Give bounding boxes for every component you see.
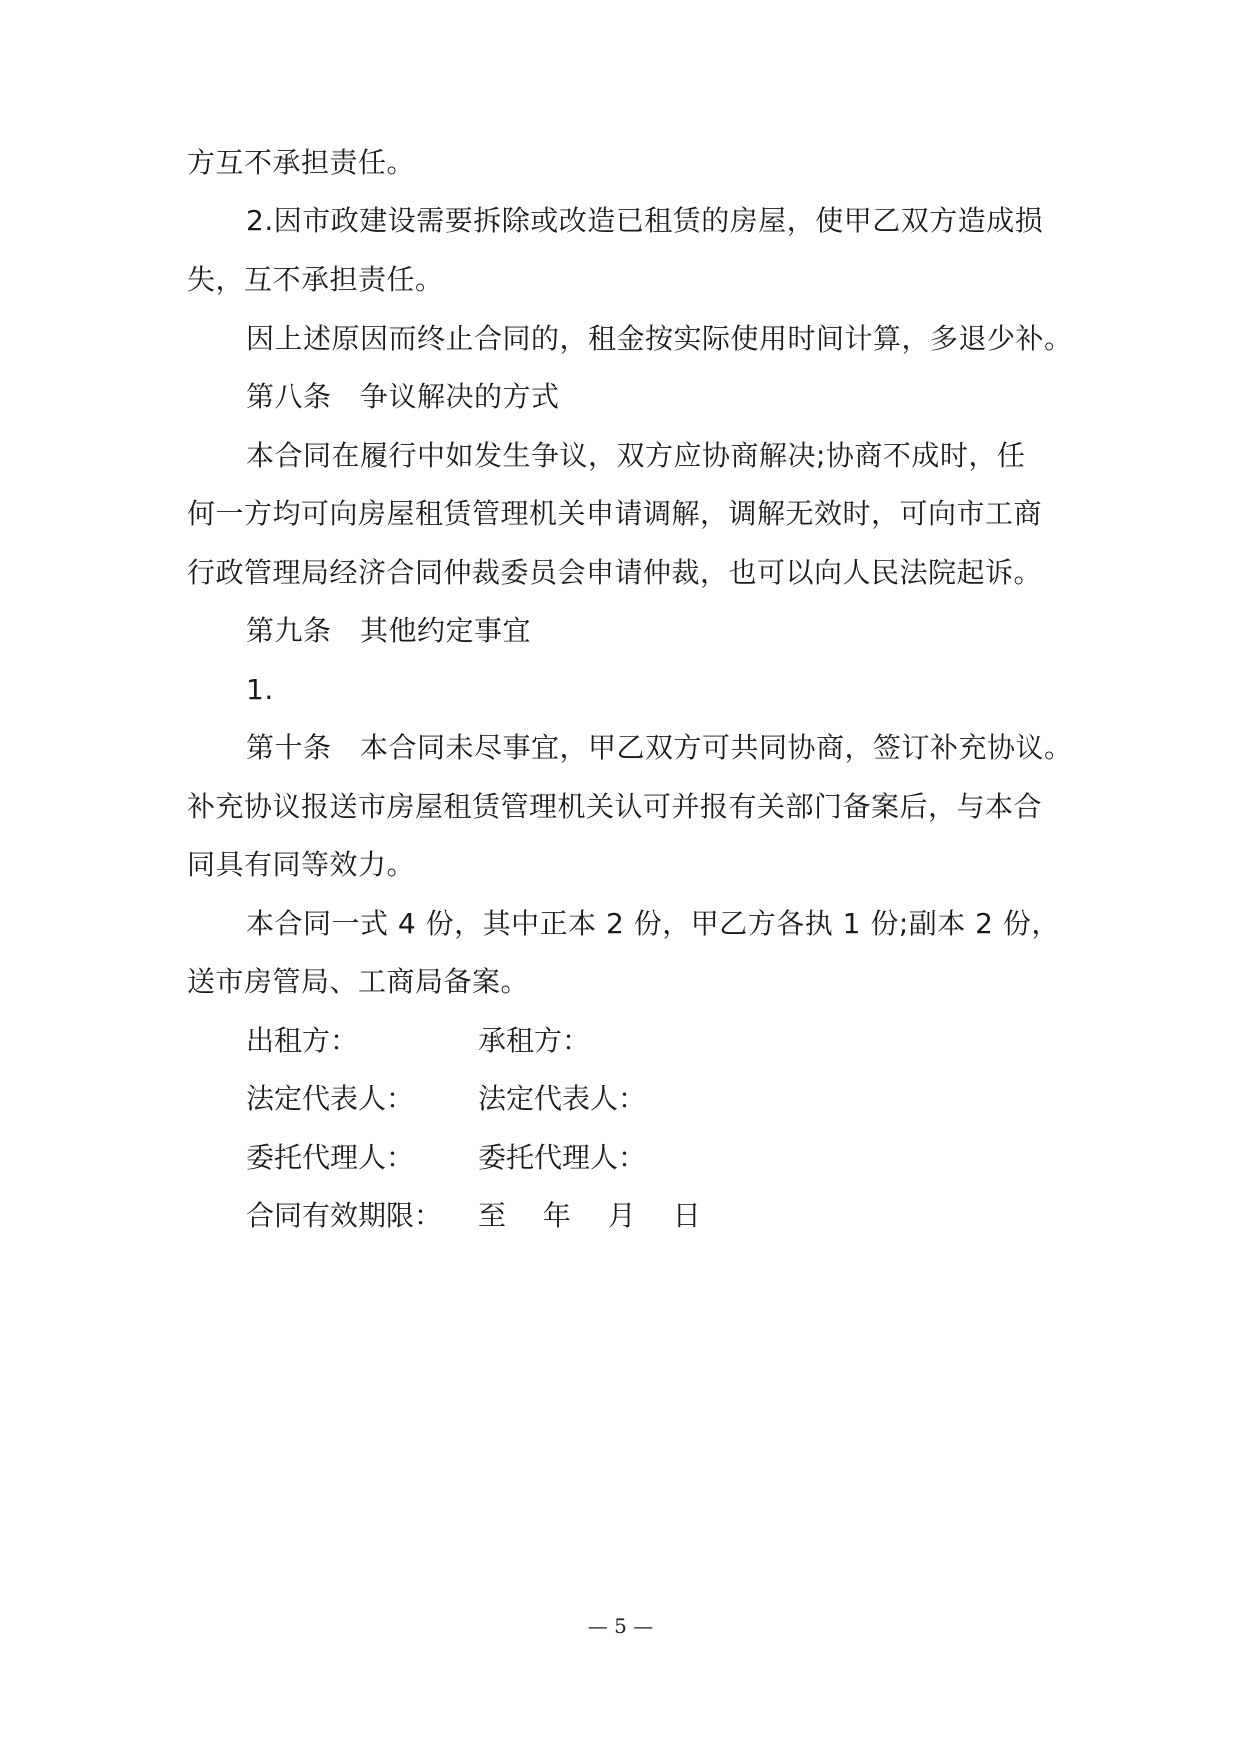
paragraph-line: 行政管理局经济合同仲裁委员会申请仲裁，也可以向人民法院起诉。 [187,556,1043,589]
paragraph-line: 本合同一式 4 份，其中正本 2 份，甲乙方各执 1 份;副本 2 份， [246,907,1060,940]
paragraph-line: 2.因市政建设需要拆除或改造已租赁的房屋，使甲乙双方造成损 [246,204,1044,237]
legal-representative-label: 法定代表人： [478,1082,647,1115]
paragraph-line: 方互不承担责任。 [187,146,416,179]
agent-label: 委托代理人： [478,1141,647,1174]
paragraph-line: 失，互不承担责任。 [187,263,444,296]
contract-term-value: 至 年 月 日 [478,1199,701,1232]
legal-representative-label: 法定代表人： [246,1082,415,1115]
paragraph-line: 因上述原因而终止合同的，租金按实际使用时间计算，多退少补。 [246,322,1073,355]
article-heading: 第八条 争议解决的方式 [246,380,560,413]
agent-label: 委托代理人： [246,1141,415,1174]
lessor-label: 出租方： [246,1024,359,1057]
paragraph-line: 同具有同等效力。 [187,848,416,881]
contract-term-label: 合同有效期限： [246,1199,443,1232]
page-number: — 5 — [587,1614,654,1638]
paragraph-line: 送市房管局、工商局备案。 [187,965,530,998]
paragraph-line: 补充协议报送市房屋租赁管理机关认可并报有关部门备案后，与本合 [187,790,1043,823]
paragraph-line: 何一方均可向房屋租赁管理机关申请调解，调解无效时，可向市工商 [187,497,1043,530]
paragraph-line: 第十条 本合同未尽事宜，甲乙双方可共同协商，签订补充协议。 [246,731,1073,764]
list-item: 1. [246,673,274,706]
paragraph-line: 本合同在履行中如发生争议，双方应协商解决;协商不成时，任 [246,439,1026,472]
lessee-label: 承租方： [478,1024,591,1057]
article-heading: 第九条 其他约定事宜 [246,614,532,647]
